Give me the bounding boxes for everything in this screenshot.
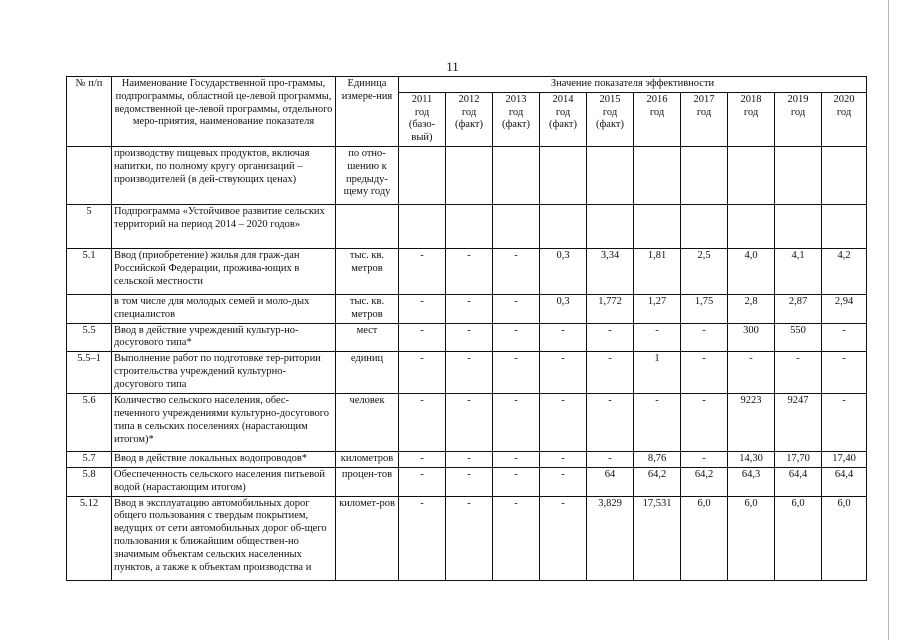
header-year-note: год bbox=[649, 106, 665, 118]
row-value-2011 bbox=[399, 204, 446, 248]
row-indicator-name: Ввод (приобретение) жилья для граж-дан Российской Федерации, прожива-ющих в сельской местности bbox=[112, 248, 336, 294]
header-year-2016 bbox=[634, 92, 681, 146]
row-value-2019 bbox=[775, 146, 822, 204]
row-value-2017 bbox=[681, 146, 728, 204]
header-year-label: 2019 bbox=[787, 93, 809, 105]
row-value-2020: 6,0 bbox=[822, 496, 867, 580]
table-row bbox=[67, 352, 867, 394]
row-value-2019: 2,87 bbox=[775, 294, 822, 323]
row-number: 5.8 bbox=[67, 467, 112, 496]
row-value-2016: 8,76 bbox=[634, 452, 681, 468]
row-indicator-name: Обеспеченность сельского населения питьевой водой (нарастающим итогом) bbox=[112, 467, 336, 496]
row-value-2019: 64,4 bbox=[775, 467, 822, 496]
row-value-2015 bbox=[587, 146, 634, 204]
row-value-2018: 9223 bbox=[728, 394, 775, 452]
row-value-2011: - bbox=[399, 452, 446, 468]
row-value-2018 bbox=[728, 146, 775, 204]
row-value-2013: - bbox=[493, 294, 540, 323]
row-value-2012: - bbox=[446, 496, 493, 580]
row-value-2011: - bbox=[399, 394, 446, 452]
row-value-2014: 0,3 bbox=[540, 248, 587, 294]
row-value-2014: - bbox=[540, 394, 587, 452]
table-row bbox=[67, 496, 867, 580]
header-year-2015 bbox=[587, 92, 634, 146]
row-value-2011: - bbox=[399, 323, 446, 352]
header-year-2014 bbox=[540, 92, 587, 146]
row-value-2017: 64,2 bbox=[681, 467, 728, 496]
row-value-2013: - bbox=[493, 394, 540, 452]
header-year-label: 2017 bbox=[693, 93, 715, 105]
row-value-2013 bbox=[493, 146, 540, 204]
row-indicator-name: в том числе для молодых семей и моло-дых специалистов bbox=[112, 294, 336, 323]
header-year-2013 bbox=[493, 92, 540, 146]
row-number: 5.6 bbox=[67, 394, 112, 452]
header-year-note: год (базо-вый) bbox=[408, 106, 436, 144]
row-value-2013: - bbox=[493, 323, 540, 352]
row-value-2017 bbox=[681, 204, 728, 248]
row-value-2011: - bbox=[399, 496, 446, 580]
row-value-2012: - bbox=[446, 452, 493, 468]
row-value-2016 bbox=[634, 146, 681, 204]
row-unit: мест bbox=[336, 323, 399, 352]
header-year-2017 bbox=[681, 92, 728, 146]
header-values: Значение показателя эффективности bbox=[399, 77, 867, 93]
row-indicator-name: Подпрограмма «Устойчивое развитие сельских территорий на период 2014 – 2020 годов» bbox=[112, 204, 336, 248]
row-value-2015: - bbox=[587, 452, 634, 468]
row-value-2017: - bbox=[681, 394, 728, 452]
header-year-label: 2011 bbox=[411, 93, 433, 105]
row-value-2014: 0,3 bbox=[540, 294, 587, 323]
row-unit: километ-ров bbox=[336, 496, 399, 580]
row-value-2020: 4,2 bbox=[822, 248, 867, 294]
row-value-2013: - bbox=[493, 467, 540, 496]
row-value-2019: 17,70 bbox=[775, 452, 822, 468]
row-value-2017: 1,75 bbox=[681, 294, 728, 323]
header-unit: Единица измере-ния bbox=[336, 77, 399, 147]
header-year-label: 2018 bbox=[740, 93, 762, 105]
row-value-2019: 9247 bbox=[775, 394, 822, 452]
row-value-2016 bbox=[634, 204, 681, 248]
row-value-2012: - bbox=[446, 323, 493, 352]
header-year-label: 2016 bbox=[646, 93, 668, 105]
header-year-note: год (факт) bbox=[595, 106, 624, 131]
header-year-note: год bbox=[836, 106, 852, 118]
row-value-2015: 3,829 bbox=[587, 496, 634, 580]
header-year-note: год (факт) bbox=[548, 106, 577, 131]
table-body bbox=[67, 146, 867, 580]
row-number: 5.7 bbox=[67, 452, 112, 468]
row-value-2015: 64 bbox=[587, 467, 634, 496]
row-value-2014: - bbox=[540, 452, 587, 468]
row-value-2017: 2,5 bbox=[681, 248, 728, 294]
row-value-2016: 64,2 bbox=[634, 467, 681, 496]
table-row bbox=[67, 323, 867, 352]
row-value-2011 bbox=[399, 146, 446, 204]
row-value-2012: - bbox=[446, 352, 493, 394]
row-value-2020: 17,40 bbox=[822, 452, 867, 468]
row-value-2019: 550 bbox=[775, 323, 822, 352]
row-unit bbox=[336, 204, 399, 248]
row-value-2015: 1,772 bbox=[587, 294, 634, 323]
row-unit: по отно-шению к предыду-щему году bbox=[336, 146, 399, 204]
row-value-2019: 6,0 bbox=[775, 496, 822, 580]
table-row bbox=[67, 146, 867, 204]
row-value-2013 bbox=[493, 204, 540, 248]
row-value-2013: - bbox=[493, 452, 540, 468]
row-value-2016: 1 bbox=[634, 352, 681, 394]
row-unit: тыс. кв. метров bbox=[336, 294, 399, 323]
row-value-2013: - bbox=[493, 496, 540, 580]
row-value-2019 bbox=[775, 204, 822, 248]
header-year-2011 bbox=[399, 92, 446, 146]
row-unit: процен-тов bbox=[336, 467, 399, 496]
row-value-2012 bbox=[446, 146, 493, 204]
header-year-note: год bbox=[743, 106, 759, 118]
row-value-2016: 1,81 bbox=[634, 248, 681, 294]
row-value-2017: 6,0 bbox=[681, 496, 728, 580]
row-value-2011: - bbox=[399, 467, 446, 496]
row-value-2014: - bbox=[540, 352, 587, 394]
row-unit: тыс. кв. метров bbox=[336, 248, 399, 294]
header-year-label: 2012 bbox=[458, 93, 480, 105]
row-value-2012 bbox=[446, 204, 493, 248]
row-value-2015: - bbox=[587, 323, 634, 352]
page-edge-line bbox=[888, 0, 889, 640]
row-value-2018: 6,0 bbox=[728, 496, 775, 580]
row-indicator-name: производству пищевых продуктов, включая напитки, по полному кругу организаций – производителей (в дей-ствующих ценах) bbox=[112, 146, 336, 204]
header-year-2019 bbox=[775, 92, 822, 146]
header-year-2018 bbox=[728, 92, 775, 146]
row-number: 5.1 bbox=[67, 248, 112, 294]
header-year-label: 2020 bbox=[833, 93, 855, 105]
header-year-label: 2013 bbox=[505, 93, 527, 105]
row-value-2018: 300 bbox=[728, 323, 775, 352]
row-value-2014 bbox=[540, 204, 587, 248]
row-value-2014: - bbox=[540, 496, 587, 580]
row-value-2016: - bbox=[634, 323, 681, 352]
row-value-2012: - bbox=[446, 294, 493, 323]
row-value-2018: 64,3 bbox=[728, 467, 775, 496]
row-value-2017: - bbox=[681, 452, 728, 468]
row-value-2011: - bbox=[399, 248, 446, 294]
table-row bbox=[67, 248, 867, 294]
row-value-2017: - bbox=[681, 323, 728, 352]
row-unit: человек bbox=[336, 394, 399, 452]
row-value-2018: 4,0 bbox=[728, 248, 775, 294]
header-year-note: год bbox=[696, 106, 712, 118]
row-value-2020: - bbox=[822, 323, 867, 352]
row-unit: единиц bbox=[336, 352, 399, 394]
row-value-2018 bbox=[728, 204, 775, 248]
row-value-2020: - bbox=[822, 352, 867, 394]
row-value-2014: - bbox=[540, 467, 587, 496]
header-year-label: 2015 bbox=[599, 93, 621, 105]
row-unit: километров bbox=[336, 452, 399, 468]
row-value-2015 bbox=[587, 204, 634, 248]
row-number: 5.5–1 bbox=[67, 352, 112, 394]
row-number bbox=[67, 146, 112, 204]
row-indicator-name: Выполнение работ по подготовке тер-ритории строительства учреждений культурно-досугового типа bbox=[112, 352, 336, 394]
row-value-2012: - bbox=[446, 394, 493, 452]
header-year-note: год (факт) bbox=[501, 106, 530, 131]
row-value-2018: 2,8 bbox=[728, 294, 775, 323]
row-value-2017: - bbox=[681, 352, 728, 394]
row-indicator-name: Ввод в действие локальных водопроводов* bbox=[112, 452, 336, 468]
row-value-2011: - bbox=[399, 294, 446, 323]
header-no: № п/п bbox=[67, 77, 112, 147]
row-indicator-name: Ввод в действие учреждений культур-но-досугового типа* bbox=[112, 323, 336, 352]
row-value-2012: - bbox=[446, 467, 493, 496]
row-indicator-name: Количество сельского населения, обес-печенного учреждениями культурно-досугового типа в сельских поселениях (нарастающим итогом)* bbox=[112, 394, 336, 452]
row-value-2015: 3,34 bbox=[587, 248, 634, 294]
table-row bbox=[67, 294, 867, 323]
row-value-2013: - bbox=[493, 352, 540, 394]
row-value-2018: 14,30 bbox=[728, 452, 775, 468]
row-value-2020 bbox=[822, 146, 867, 204]
row-value-2020: 64,4 bbox=[822, 467, 867, 496]
table-row bbox=[67, 467, 867, 496]
header-name: Наименование Государственной про-граммы, подпрограммы, областной це-левой программы, ведомственной це-левой программы, отдельного меро-приятия, наименование показателя bbox=[112, 77, 336, 147]
row-value-2016: 17,531 bbox=[634, 496, 681, 580]
row-value-2013: - bbox=[493, 248, 540, 294]
row-value-2014: - bbox=[540, 323, 587, 352]
row-value-2016: 1,27 bbox=[634, 294, 681, 323]
row-value-2016: - bbox=[634, 394, 681, 452]
row-value-2019: 4,1 bbox=[775, 248, 822, 294]
row-value-2020: 2,94 bbox=[822, 294, 867, 323]
row-value-2015: - bbox=[587, 394, 634, 452]
header-year-note: год bbox=[790, 106, 806, 118]
row-value-2020: - bbox=[822, 394, 867, 452]
row-value-2019: - bbox=[775, 352, 822, 394]
row-number: 5.12 bbox=[67, 496, 112, 580]
row-number bbox=[67, 294, 112, 323]
row-value-2014 bbox=[540, 146, 587, 204]
row-value-2011: - bbox=[399, 352, 446, 394]
row-value-2018: - bbox=[728, 352, 775, 394]
table-row bbox=[67, 394, 867, 452]
row-value-2015: - bbox=[587, 352, 634, 394]
page-number: 11 bbox=[446, 59, 459, 74]
table-row bbox=[67, 452, 867, 468]
header-year-2020 bbox=[822, 92, 867, 146]
row-number: 5.5 bbox=[67, 323, 112, 352]
row-value-2012: - bbox=[446, 248, 493, 294]
row-number: 5 bbox=[67, 204, 112, 248]
efficiency-indicators-table bbox=[66, 76, 867, 581]
header-year-note: год (факт) bbox=[454, 106, 483, 131]
header-year-2012 bbox=[446, 92, 493, 146]
row-indicator-name: Ввод в эксплуатацию автомобильных дорог общего пользования с твердым покрытием, ведущих от сети автомобильных дорог об-щего пользования к ближайшим обществен-но значимым объектам сельских населенных пунктов, а также к объектам производства и bbox=[112, 496, 336, 580]
row-value-2020 bbox=[822, 204, 867, 248]
header-year-label: 2014 bbox=[552, 93, 574, 105]
table-row bbox=[67, 204, 867, 248]
